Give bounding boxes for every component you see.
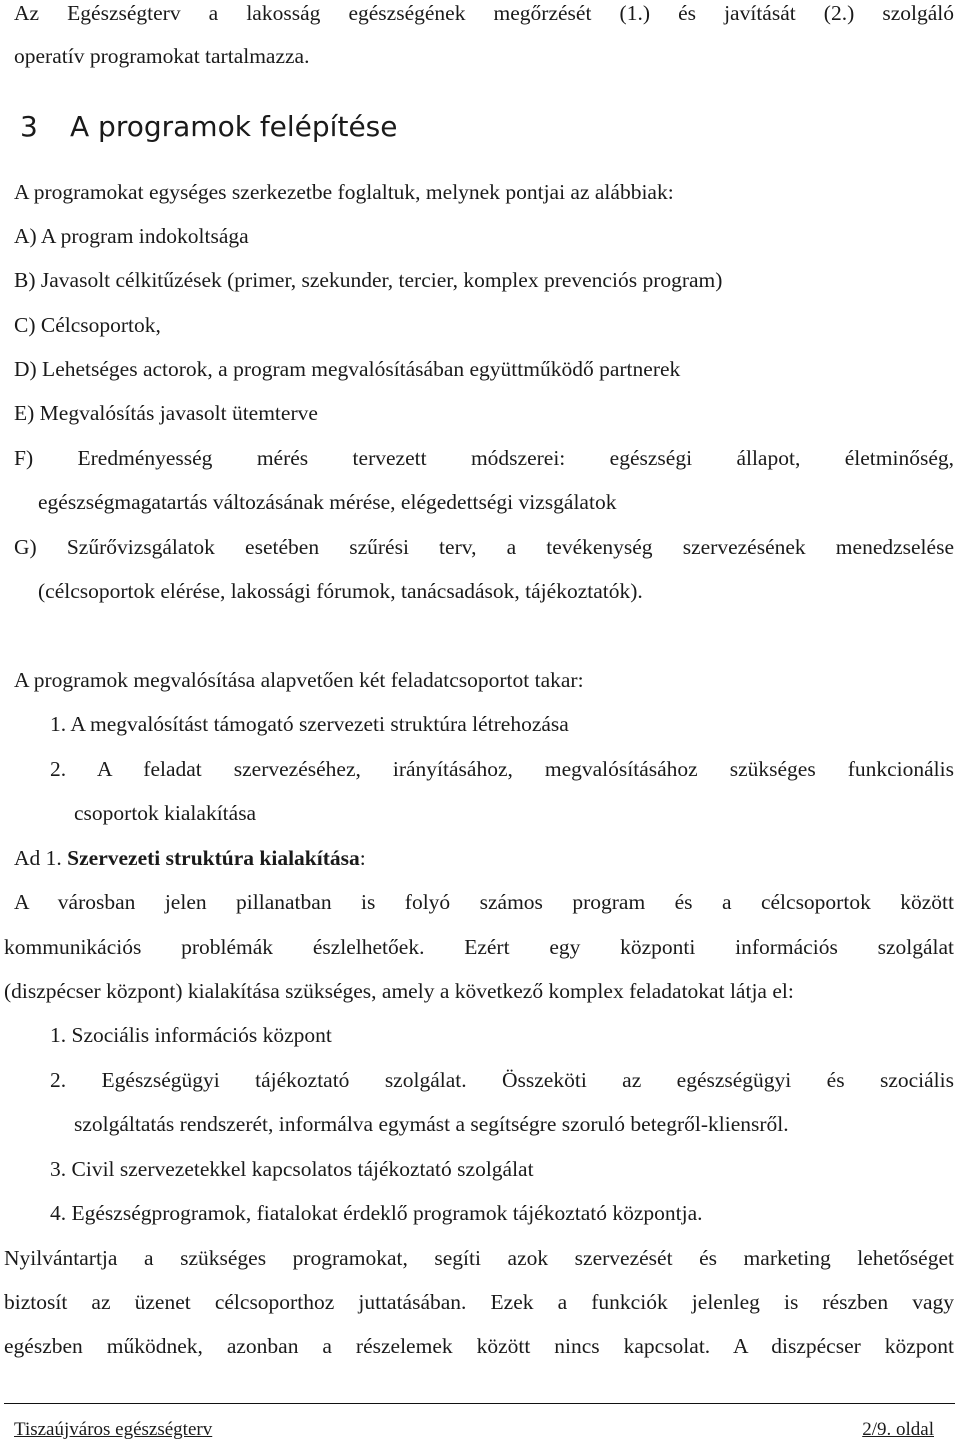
closing-line-1: Nyilvántartja a szükséges programokat, segíti azok szervezését és marketing lehetőséget <box>4 1246 954 1270</box>
ad1-suffix: : <box>359 846 366 870</box>
footer-page-number: 2/9. oldal <box>862 1419 934 1440</box>
structure-item-g: G) Szűrővizsgálatok esetében szűrési terv, a tevékenység szervezésének menedzselése <box>14 535 954 559</box>
tasks-item-2-cont: csoportok kialakítása <box>74 801 257 825</box>
ad1-para-line-2: kommunikációs problémák észlelhetőek. Ezért egy központi információs szolgálat <box>4 935 954 959</box>
footer-document-title: Tiszaújváros egészségterv <box>14 1419 213 1440</box>
ad1-title: Szervezeti struktúra kialakítása <box>67 846 360 870</box>
section-title: A programok felépítése <box>70 110 398 143</box>
structure-item-c: C) Célcsoportok, <box>14 313 161 337</box>
ad1-list-item-2: 2. Egészségügyi tájékoztató szolgálat. Összeköti az egészségügyi és szociális <box>50 1068 954 1092</box>
closing-line-3: egészben működnek, azonban a részelemek között nincs kapcsolat. A diszpécser központ <box>4 1334 954 1358</box>
intro-line-2: operatív programokat tartalmazza. <box>14 44 310 68</box>
structure-item-e: E) Megvalósítás javasolt ütemterve <box>14 401 318 425</box>
ad1-list-item-4: 4. Egészségprogramok, fiatalokat érdeklő programok tájékoztató központja. <box>50 1201 703 1225</box>
closing-line-2: biztosít az üzenet célcsoporthoz juttatásában. Ezek a funkciók jelenleg is részben vagy <box>4 1290 954 1314</box>
ad1-list-item-3: 3. Civil szervezetekkel kapcsolatos tájékoztató szolgálat <box>50 1157 534 1181</box>
structure-lead: A programokat egységes szerkezetbe foglaltuk, melynek pontjai az alábbiak: <box>14 180 674 204</box>
section-heading <box>20 110 397 144</box>
ad1-list-item-2-cont: szolgáltatás rendszerét, informálva egymást a segítségre szoruló betegről-kliensről. <box>74 1112 789 1136</box>
structure-item-d: D) Lehetséges actorok, a program megvalósításában együttműködő partnerek <box>14 357 681 381</box>
ad1-para-line-1: A városban jelen pillanatban is folyó számos program és a célcsoportok között <box>14 890 954 914</box>
section-number: 3 <box>20 110 38 143</box>
structure-item-f-cont: egészségmagatartás változásának mérése, elégedettségi vizsgálatok <box>38 490 617 514</box>
structure-item-g-cont: (célcsoportok elérése, lakossági fórumok, tanácsadások, tájékoztatók). <box>38 579 643 603</box>
tasks-lead: A programok megvalósítása alapvetően két feladatcsoportot takar: <box>14 668 584 692</box>
structure-item-f: F) Eredményesség mérés tervezett módszerei: egészségi állapot, életminőség, <box>14 446 954 470</box>
structure-item-b: B) Javasolt célkitűzések (primer, szekunder, tercier, komplex prevenciós program) <box>14 268 723 292</box>
structure-item-a: A) A program indokoltsága <box>14 224 249 248</box>
ad1-heading <box>14 845 366 871</box>
ad1-list-item-1: 1. Szociális információs központ <box>50 1023 332 1047</box>
tasks-item-1: 1. A megvalósítást támogató szervezeti struktúra létrehozása <box>50 712 569 736</box>
ad1-para-line-3: (diszpécser központ) kialakítása szükséges, amely a következő komplex feladatokat látja el: <box>4 979 794 1003</box>
footer-rule <box>4 1403 955 1404</box>
ad1-prefix: Ad 1. <box>14 846 68 870</box>
intro-line-1: Az Egészségterv a lakosság egészségének megőrzését (1.) és javítását (2.) szolgáló <box>14 1 954 25</box>
tasks-item-2: 2. A feladat szervezéséhez, irányításához, megvalósításához szükséges funkcionális <box>50 757 954 781</box>
